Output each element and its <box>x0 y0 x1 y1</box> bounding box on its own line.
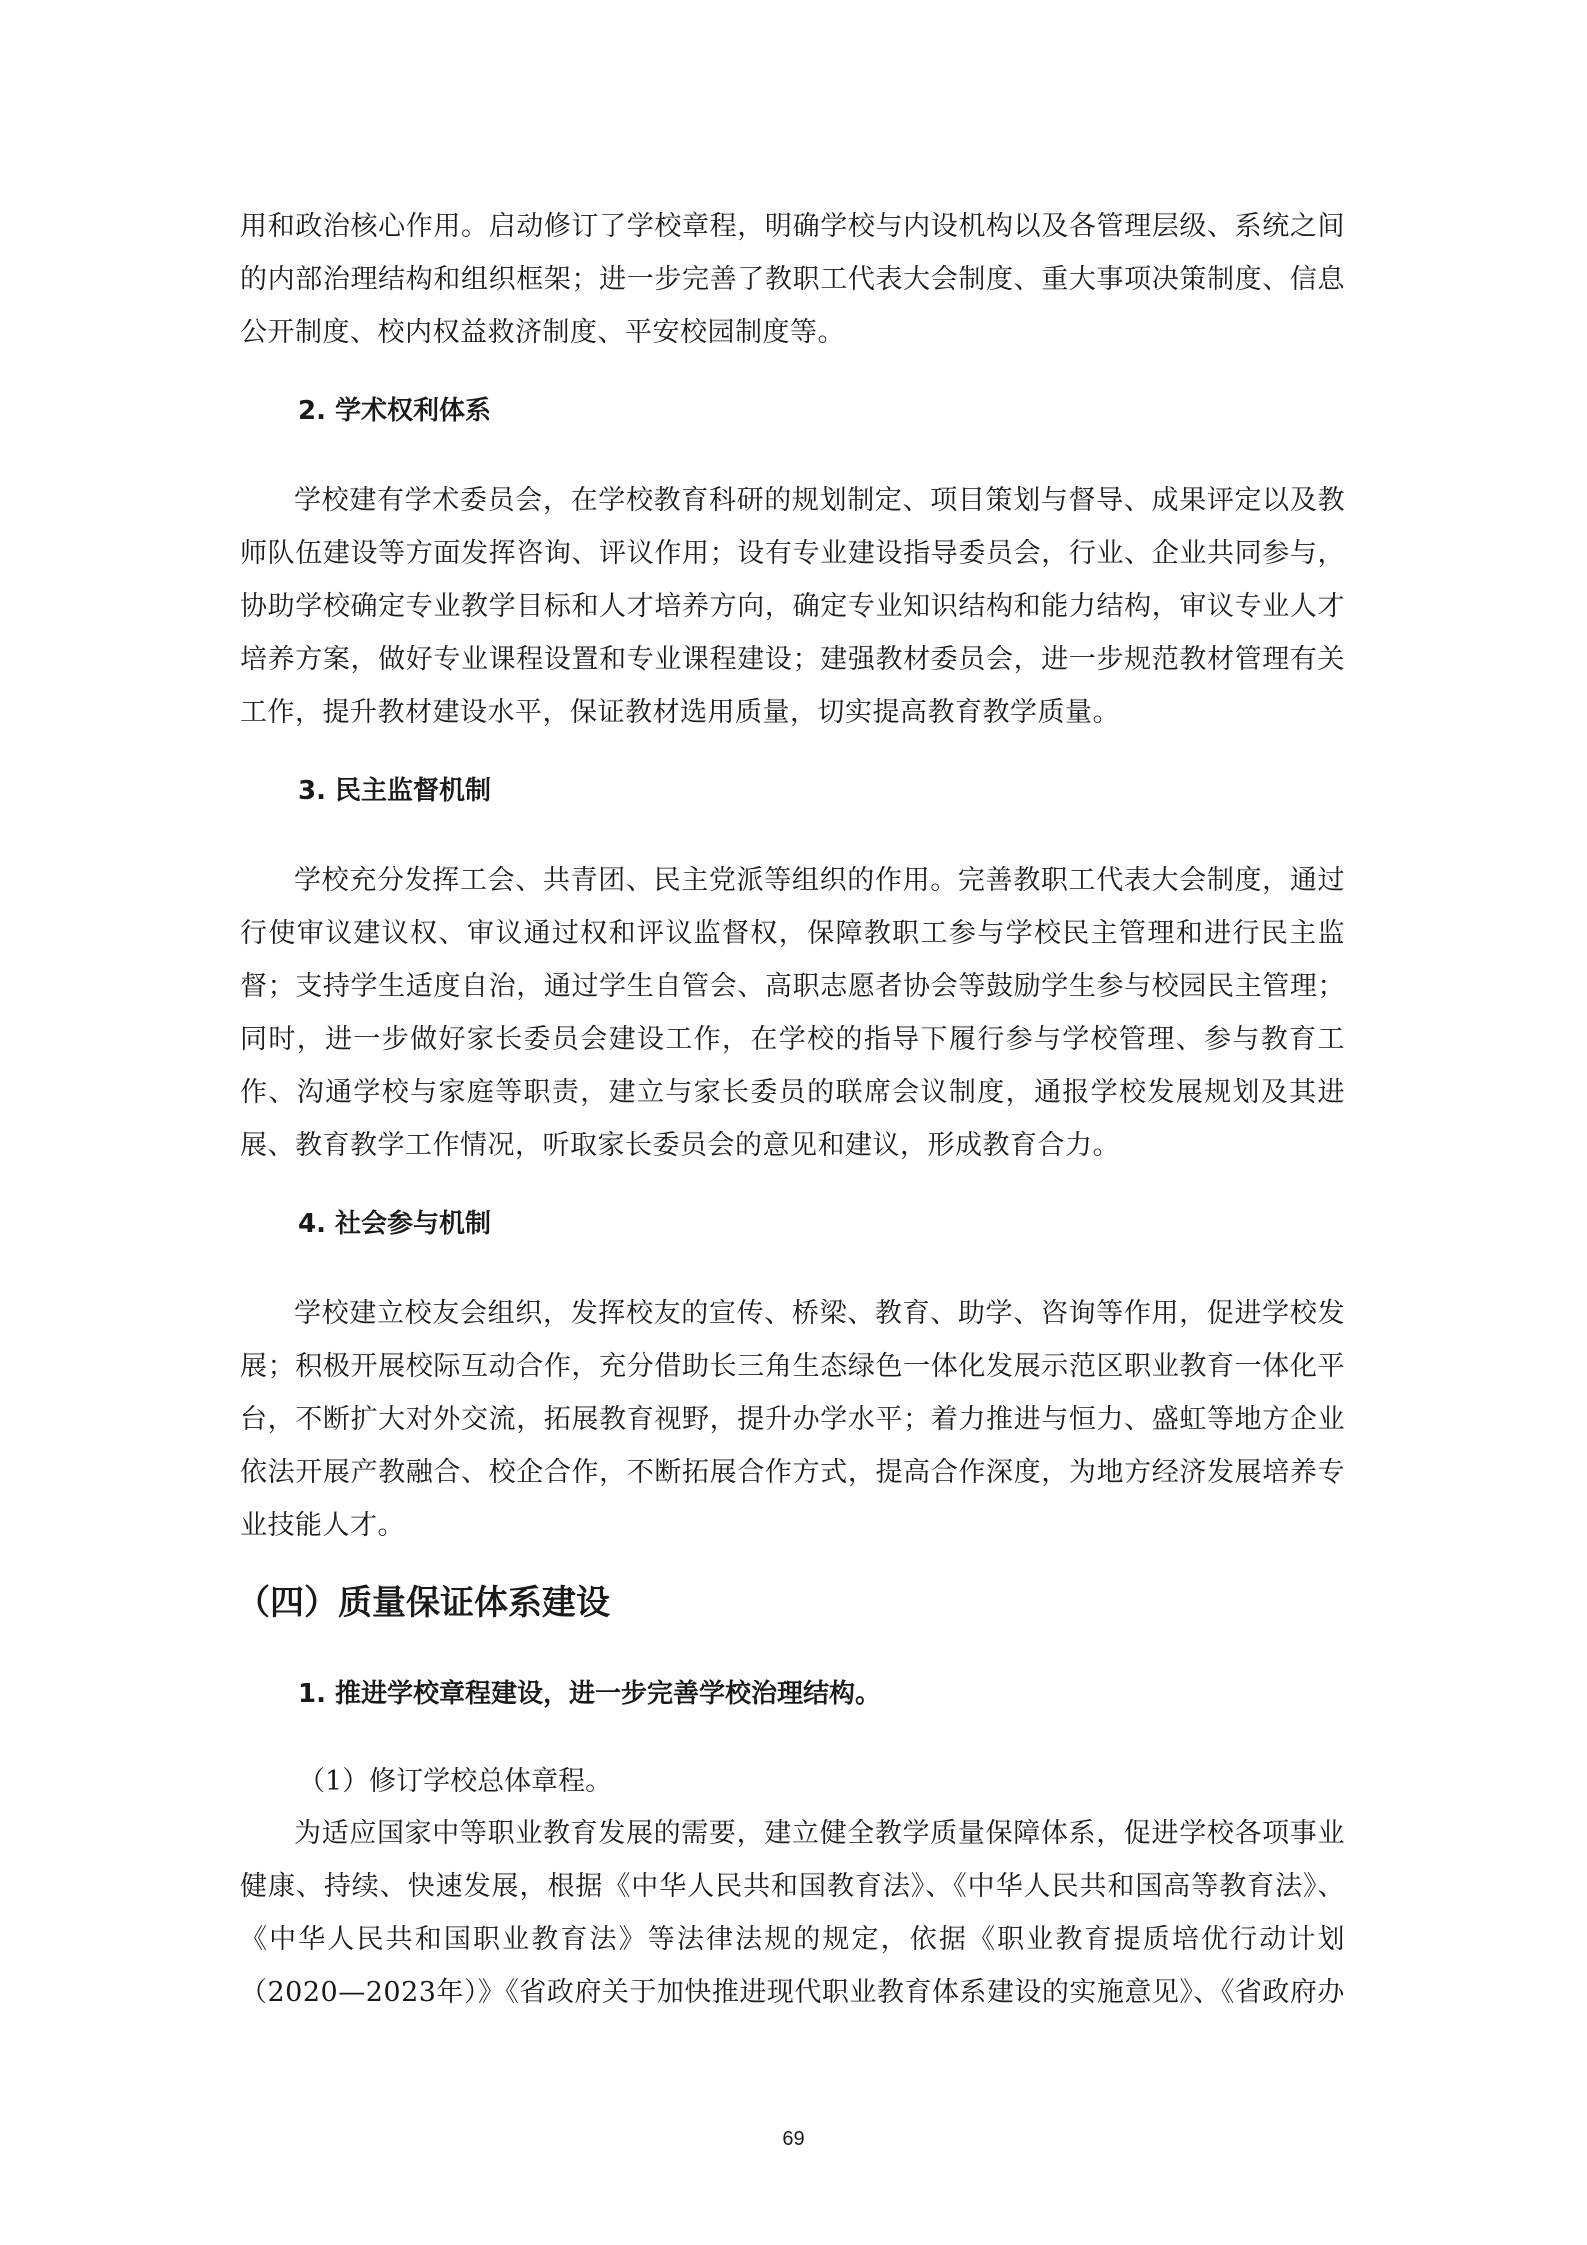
item-revise-charter: （1）修订学校总体章程。 <box>298 1766 613 1797</box>
heading-democratic-supervision: 3. 民主监督机制 <box>298 776 492 806</box>
heading-school-charter: 1. 推进学校章程建设，进一步完善学校治理结构。 <box>298 1679 882 1709</box>
section-heading-quality-assurance: （四）质量保证体系建设 <box>236 1583 610 1623</box>
paragraph-social-participation: 学校建立校友会组织，发挥校友的宣传、桥梁、教育、助学、咨询等作用，促进学校发展；积极开展校际互动合作，充分借助长三角生态绿色一体化发展示范区职业教育一体化平台，不断扩大对外交流，拓展教育视野，提升办学水平；着力推进与恒力、盛虹等地方企业依法开展产教融合、校企合作，不断拓展合作方式，提高合作深度，为地方经济发展培养专业技能人才。 <box>240 1298 1345 1541</box>
paragraph-democratic-supervision: 学校充分发挥工会、共青团、民主党派等组织的作用。完善教职工代表大会制度，通过行使审议建议权、审议通过权和评议监督权，保障教职工参与学校民主管理和进行民主监督；支持学生适度自治，通过学生自管会、高职志愿者协会等鼓励学生参与校园民主管理；同时，进一步做好家长委员会建设工作，在学校的指导下履行参与学校管理、参与教育工作、沟通学校与家庭等职责，建立与家长委员的联席会议制度，通报学校发展规划及其进展、教育教学工作情况，听取家长委员会的意见和建议，形成教育合力。 <box>240 865 1345 1161</box>
page-number: 69 <box>782 2128 805 2150</box>
paragraph-academic-rights: 学校建有学术委员会，在学校教育科研的规划制定、项目策划与督导、成果评定以及教师队伍建设等方面发挥咨询、评议作用；设有专业建设指导委员会，行业、企业共同参与，协助学校确定专业教学目标和人才培养方向，确定专业知识结构和能力结构，审议专业人才培养方案，做好专业课程设置和专业课程建设；建强教材委员会，进一步规范教材管理有关工作，提升教材建设水平，保证教材选用质量，切实提高教育教学质量。 <box>240 485 1345 728</box>
page-content <box>236 200 1345 2045</box>
paragraph-revise-charter: 为适应国家中等职业教育发展的需要，建立健全教学质量保障体系，促进学校各项事业健康、持续、快速发展，根据《中华人民共和国教育法》、《中华人民共和国高等教育法》、《中华人民共和国职业教育法》等法律法规的规定，依据《职业教育提质培优行动计划（2020—2023年）》《省政府关于加快推进现代职业教育体系建设的实施意见》、《省政府办 <box>240 1818 1345 2008</box>
heading-social-participation: 4. 社会参与机制 <box>298 1209 492 1239</box>
heading-academic-rights: 2. 学术权利体系 <box>298 396 492 426</box>
intro-paragraph: 用和政治核心作用。启动修订了学校章程，明确学校与内设机构以及各管理层级、系统之间的内部治理结构和组织框架；进一步完善了教职工代表大会制度、重大事项决策制度、信息公开制度、校内权益救济制度、平安校园制度等。 <box>240 211 1345 348</box>
